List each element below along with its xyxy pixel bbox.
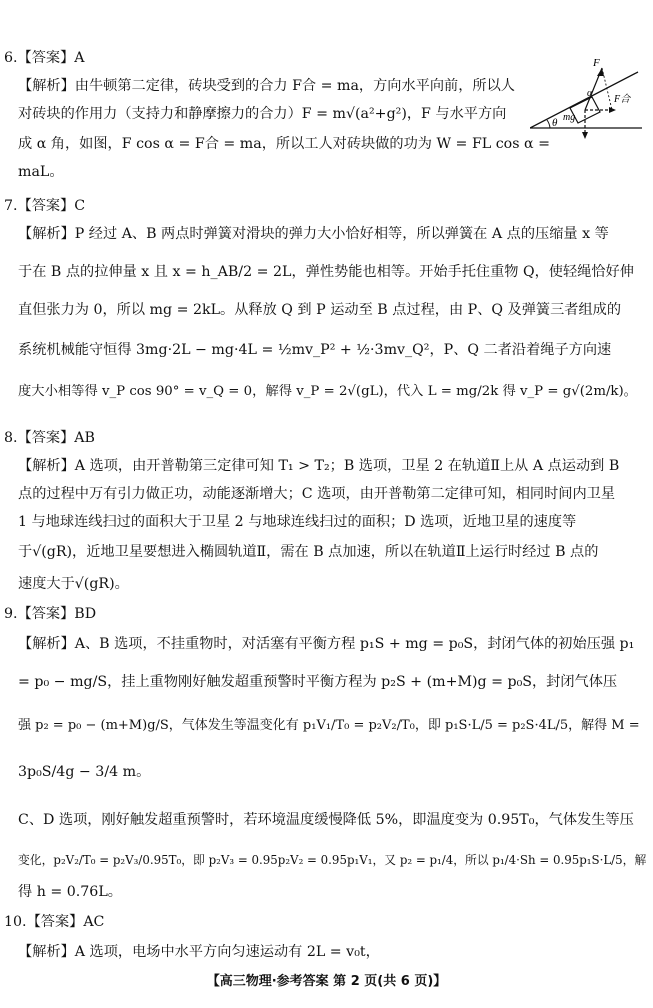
alpha-label: α xyxy=(587,88,593,99)
theta-label: θ xyxy=(552,117,558,129)
q6-explanation-line-2: 对砖块的作用力（支持力和静摩擦力的合力）F = m√(a²+g²)，F 与水平方向 xyxy=(18,106,507,122)
q8-explanation-line-3: 1 与地球连线扫过的面积大于卫星 2 与地球连线扫过的面积；D 选项，近地卫星的速度等 xyxy=(18,514,577,530)
q8-answer-heading: 8.【答案】AB xyxy=(4,430,95,446)
q6-answer-heading: 6.【答案】A xyxy=(4,50,85,66)
q7-explanation-line-4: 系统机械能守恒得 3mg·2L − mg·4L = ½mv_P² + ½·3mv_Q²，P、Q 二者沿着绳子方向速 xyxy=(18,342,612,358)
q10-explanation-line-1: 【解析】A 选项，电场中水平方向匀速运动有 2L = v₀t， xyxy=(18,944,380,960)
q7-explanation-line-1: 【解析】P 经过 A、B 两点时弹簧对滑块的弹力大小恰好相等，所以弹簧在 A 点的压缩量 x 等 xyxy=(18,226,609,242)
q9-answer-heading: 9.【答案】BD xyxy=(4,606,97,622)
q8-explanation-line-2: 点的过程中万有引力做正功，动能逐渐增大；C 选项，由开普勒第二定律可知，相同时间内卫星 xyxy=(18,486,616,502)
q7-explanation-line-3: 直但张力为 0，所以 mg = 2kL。从释放 Q 到 P 运动至 B 点过程，由 P、Q 及弹簧三者组成的 xyxy=(18,302,622,318)
q8-explanation-line-4: 于√(gR)，近地卫星要想进入椭圆轨道Ⅱ，需在 B 点加速，所以在轨道Ⅱ上运行时经过 B 点的 xyxy=(18,544,599,560)
q9-explanation-line-1: 【解析】A、B 选项，不挂重物时，对活塞有平衡方程 p₁S + mg = p₀S，封闭气体的初始压强 p₁ xyxy=(18,636,635,652)
q6-explanation-line-4: maL。 xyxy=(18,164,64,180)
q9-explanation-line-4: 3p₀S/4g − 3/4 m。 xyxy=(18,764,151,780)
q8-explanation-line-1: 【解析】A 选项，由开普勒第三定律可知 T₁ > T₂；B 选项，卫星 2 在轨道Ⅱ上从 A 点运动到 B xyxy=(18,458,620,474)
q6-explanation-line-3: 成 α 角，如图，F cos α = F合 = ma，所以工人对砖块做的功为 W = FL cos α = xyxy=(18,136,550,152)
q8-explanation-line-5: 速度大于√(gR)。 xyxy=(18,576,129,592)
q9-explanation-line-6: 变化，p₂V₂/T₀ = p₂V₃/0.95T₀，即 p₂V₃ = 0.95p₂V₂ = 0.95p₁V₁，又 p₂ = p₁/4，所以 p₁/4·Sh = 0.95p₁S·L/5，解 xyxy=(18,853,647,867)
q9-explanation-line-7: 得 h = 0.76L。 xyxy=(18,884,122,900)
gravity-label: mg xyxy=(563,112,576,123)
brick-force-diagram xyxy=(530,50,645,140)
net-force-label: F合 xyxy=(614,94,631,105)
q10-answer-heading: 10.【答案】AC xyxy=(4,914,105,930)
q9-explanation-line-5: C、D 选项，刚好触发超重预警时，若环境温度缓慢降低 5%，即温度变为 0.95T₀，气体发生等压 xyxy=(18,812,634,828)
force-F-label: F xyxy=(593,57,600,69)
q9-explanation-line-2: = p₀ − mg/S，挂上重物刚好触发超重预警时平衡方程为 p₂S + (m+M)g = p₀S，封闭气体压 xyxy=(18,674,618,690)
q7-answer-heading: 7.【答案】C xyxy=(4,198,86,214)
q6-explanation-line-1: 【解析】由牛顿第二定律，砖块受到的合力 F合 = ma，方向水平向前，所以人 xyxy=(18,78,515,94)
q9-explanation-line-3: 强 p₂ = p₀ − (m+M)g/S，气体发生等温变化有 p₁V₁/T₀ = p₂V₂/T₀，即 p₁S·L/5 = p₂S·4L/5，解得 M = xyxy=(18,718,640,733)
page-footer: 【高三物理·参考答案 第 2 页(共 6 页)】 xyxy=(206,974,447,989)
q7-explanation-line-5: 度大小相等得 v_P cos 90° = v_Q = 0，解得 v_P = 2√(gL)，代入 L = mg/2k 得 v_P = g√(2m/k)。 xyxy=(18,384,637,399)
q7-explanation-line-2: 于在 B 点的拉伸量 x 且 x = h_AB/2 = 2L，弹性势能也相等。开始手托住重物 Q，使轻绳恰好伸 xyxy=(18,264,634,280)
